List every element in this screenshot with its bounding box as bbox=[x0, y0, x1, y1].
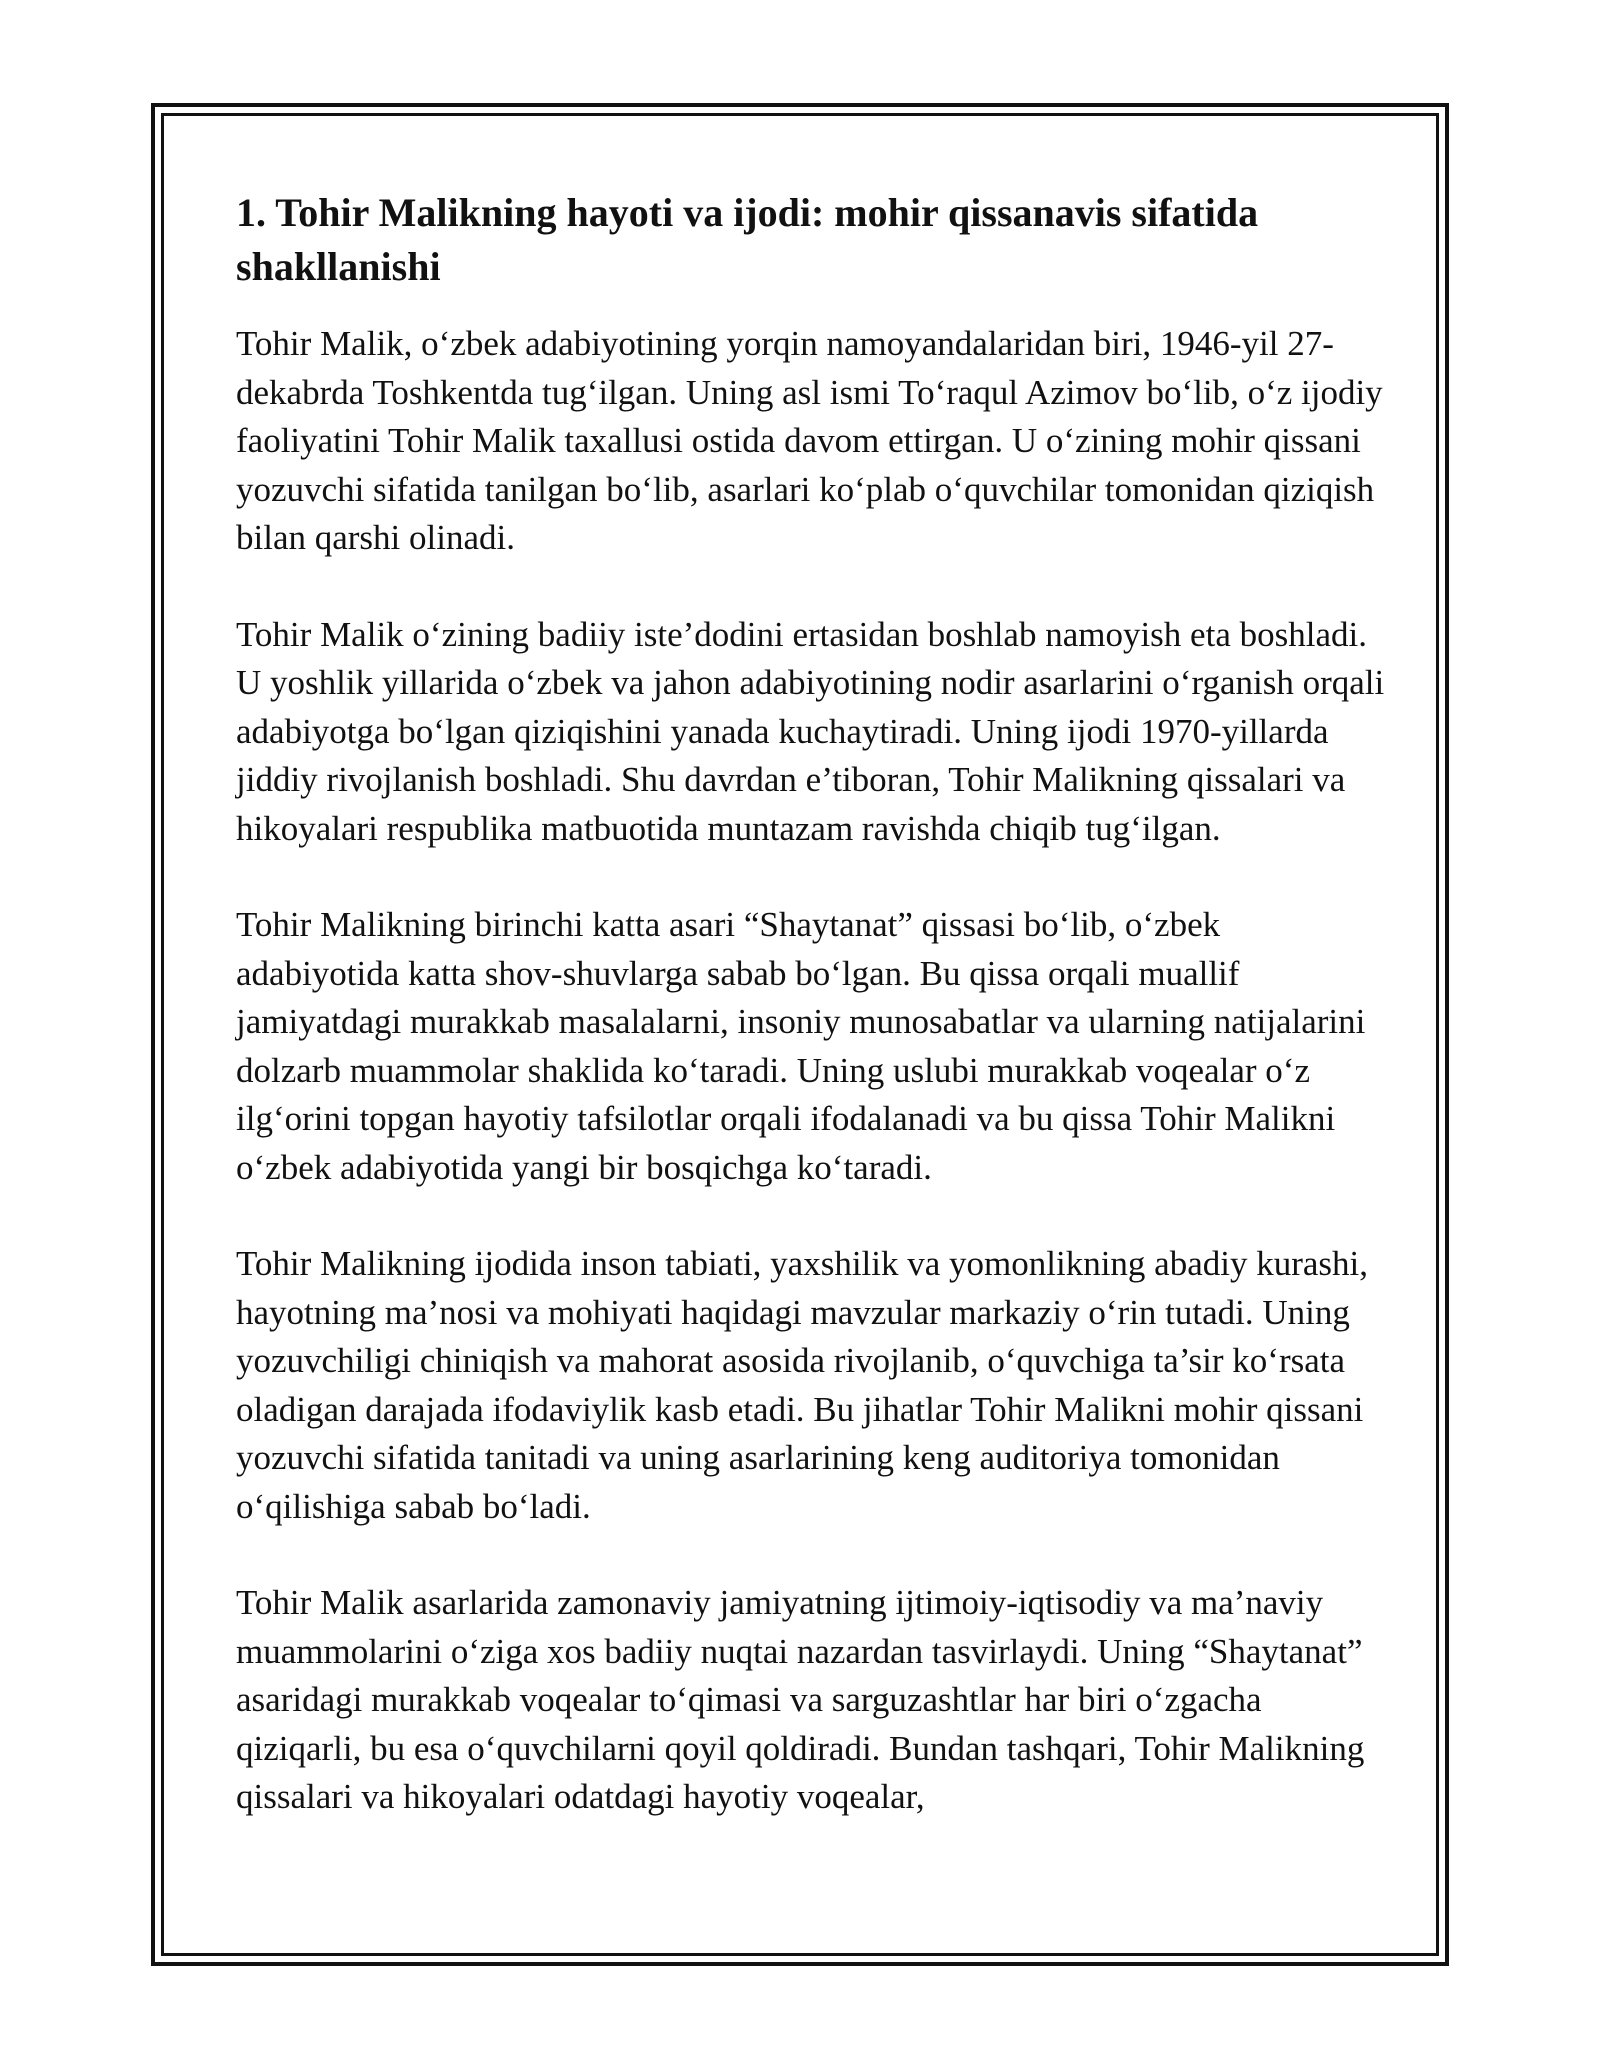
paragraph-5: Tohir Malik asarlarida zamonaviy jamiyatning ijtimoiy-iqtisodiy va ma’naviy muammolarini o‘ziga xos badiiy nuqtai nazardan tasvirlaydi. Uning “Shaytanat” asaridagi murakkab voqealar to‘qimasi va sarguzashtlar har biri o‘zgacha qiziqarli, bu esa o‘quvchilarni qoyil qoldiradi. Bundan tashqari, Tohir Malikning qissalari va hikoyalari odatdagi hayotiy voqealar, bbox=[236, 1583, 1365, 1816]
paragraph-1: Tohir Malik, o‘zbek adabiyotining yorqin namoyandalaridan biri, 1946-yil 27-dekabrda Toshkentda tug‘ilgan. Uning asl ismi To‘raqul Azimov bo‘lib, o‘z ijodiy faoliyatini Tohir Malik taxallusi ostida davom ettirgan. U o‘zining mohir qissani yozuvchi sifatida tanilgan bo‘lib, asarlari ko‘plab o‘quvchilar tomonidan qiziqish bilan qarshi olinadi. bbox=[236, 324, 1383, 557]
document-body bbox=[236, 186, 1386, 1822]
section-heading: 1. Tohir Malikning hayoti va ijodi: mohir qissanavis sifatida shakllanishi bbox=[236, 190, 1259, 289]
paragraph-2: Tohir Malik o‘zining badiiy iste’dodini ertasidan boshlab namoyish eta boshladi. U yoshlik yillarida o‘zbek va jahon adabiyotining nodir asarlarini o‘rganish orqali adabiyotga bo‘lgan qiziqishini yanada kuchaytiradi. Uning ijodi 1970-yillarda jiddiy rivojlanish boshladi. Shu davrdan e’tiboran, Tohir Malikning qissalari va hikoyalari respublika matbuotida muntazam ravishda chiqib tug‘ilgan. bbox=[236, 614, 1385, 848]
paragraph-4: Tohir Malikning ijodida inson tabiati, yaxshilik va yomonlikning abadiy kurashi, hayotning ma’nosi va mohiyati haqidagi mavzular markaziy o‘rin tutadi. Uning yozuvchiligi chiniqish va mahorat asosida rivojlanib, o‘quvchiga ta’sir ko‘rsata oladigan darajada ifodaviylik kasb etadi. Bu jihatlar Tohir Malikni mohir qissani yozuvchi sifatida tanitadi va uning asarlarining keng auditoriya tomonidan o‘qilishiga sabab bo‘ladi. bbox=[236, 1244, 1368, 1526]
paragraph-3: Tohir Malikning birinchi katta asari “Shaytanat” qissasi bo‘lib, o‘zbek adabiyotida katta shov-shuvlarga sabab bo‘lgan. Bu qissa orqali muallif jamiyatdagi murakkab masalalarni, insoniy munosabatlar va ularning natijalarini dolzarb muammolar shaklida ko‘taradi. Uning uslubi murakkab voqealar o‘z ilg‘orini topgan hayotiy tafsilotlar orqali ifodalanadi va bu qissa Tohir Malikni o‘zbek adabiyotida yangi bir bosqichga ko‘taradi. bbox=[236, 905, 1366, 1187]
